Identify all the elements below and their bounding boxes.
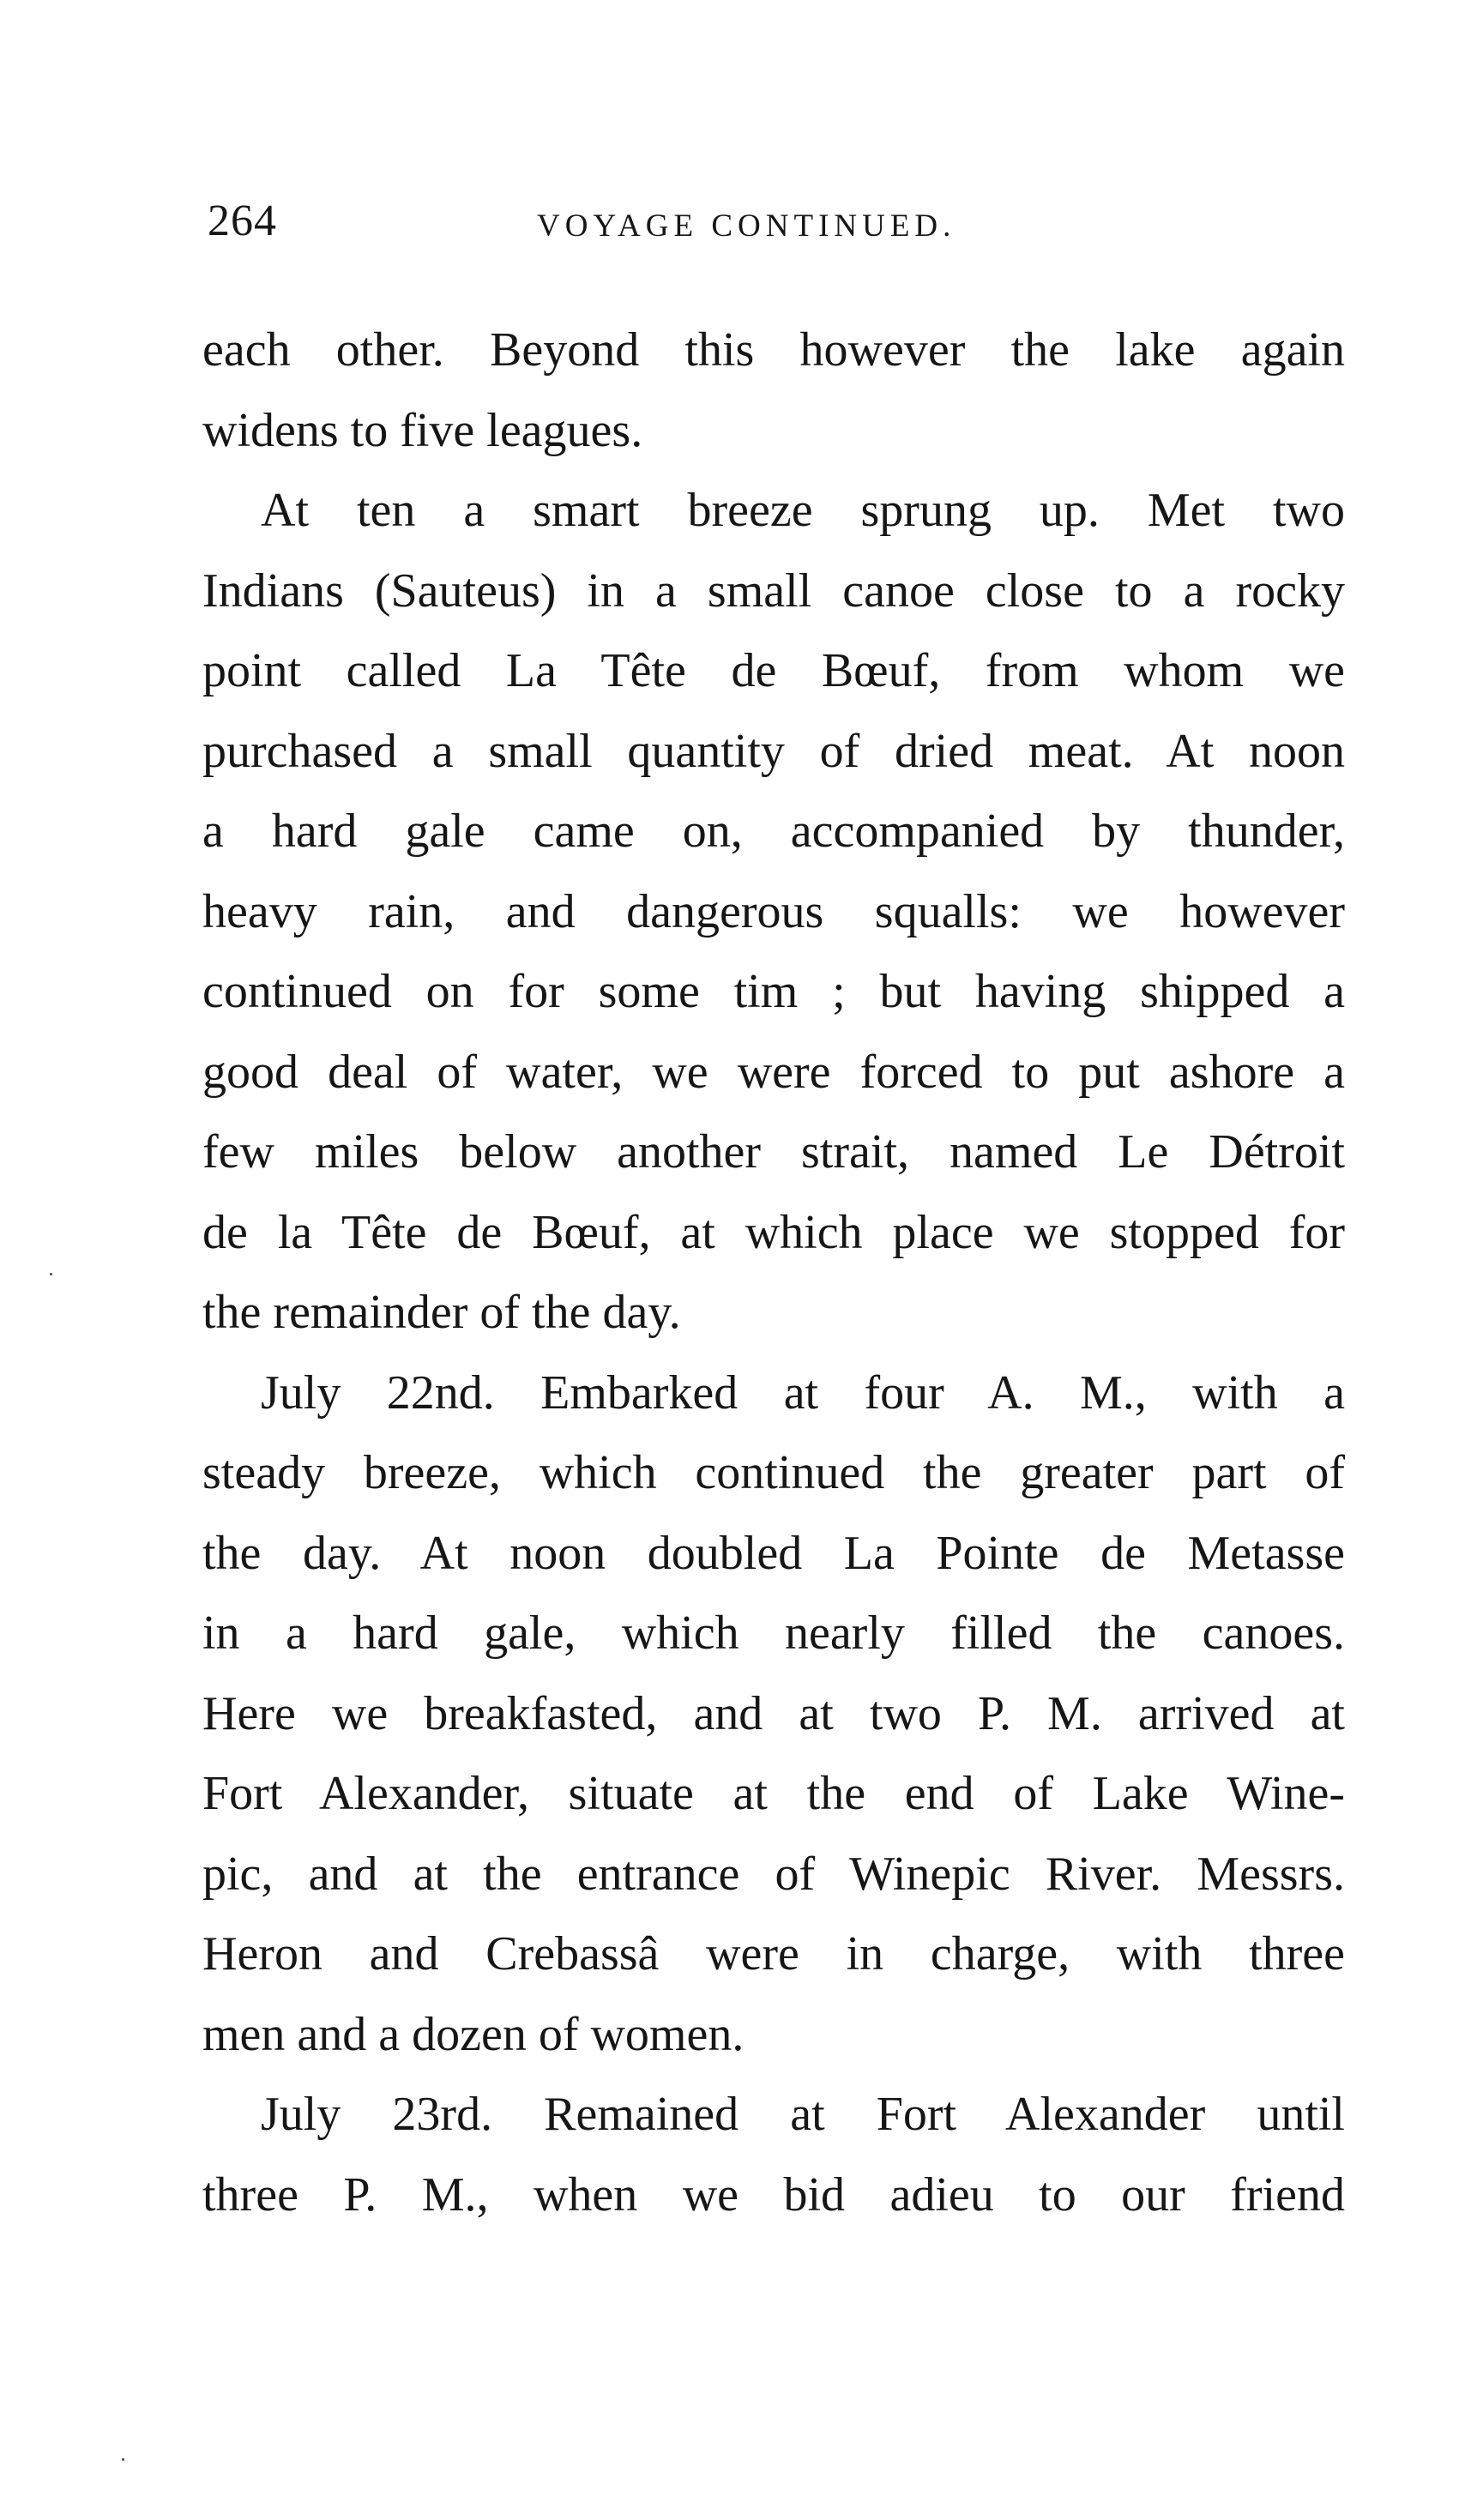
text-line: the remainder of the day.	[202, 1286, 681, 1339]
text-line: Indians (Sauteus) in a small canoe close to a rocky	[202, 564, 1345, 618]
text-line: good deal of water, we were forced to put ashore a	[202, 1045, 1345, 1099]
page-number: 264	[208, 196, 277, 245]
text-line: widens to five leagues.	[202, 403, 643, 457]
text-line: Here we breakfasted, and at two P. M. arrived at	[202, 1686, 1345, 1740]
text-line: heavy rain, and dangerous squalls: we however	[202, 884, 1345, 938]
text-line: At ten a smart breeze sprung up. Met two	[261, 484, 1345, 537]
running-head	[202, 196, 1352, 264]
body-text	[202, 310, 1345, 2235]
text-line: purchased a small quantity of dried meat. At noon	[202, 724, 1345, 778]
text-line: the day. At noon doubled La Pointe de Metasse	[202, 1526, 1345, 1580]
text-line: few miles below another strait, named Le Détroit	[202, 1125, 1345, 1179]
text-line: each other. Beyond this however the lake again	[202, 323, 1345, 377]
text-line: Heron and Crebassâ were in charge, with three	[202, 1927, 1345, 1980]
text-line: de la Tête de Bœuf, at which place we stopped for	[202, 1205, 1345, 1259]
running-title: VOYAGE CONTINUED.	[537, 208, 956, 244]
text-line: point called La Tête de Bœuf, from whom we	[202, 644, 1345, 697]
text-line: continued on for some tim ; but having shipped a	[202, 965, 1345, 1018]
text-line: pic, and at the entrance of Winepic River. Messrs.	[202, 1847, 1345, 1901]
text-line: July 22nd. Embarked at four A. M., with a	[261, 1366, 1345, 1420]
text-line: a hard gale came on, accompanied by thunder,	[202, 805, 1345, 858]
paper-speck	[50, 1273, 52, 1275]
text-line: three P. M., when we bid adieu to our friend	[202, 2167, 1345, 2222]
text-line: steady breeze, which continued the greater part of	[202, 1446, 1345, 1499]
text-line: July 23rd. Remained at Fort Alexander until	[261, 2088, 1345, 2141]
text-line: men and a dozen of women.	[202, 2007, 745, 2061]
paper-speck	[122, 2458, 124, 2461]
text-line: in a hard gale, which nearly filled the canoes.	[202, 1607, 1345, 1660]
text-line: Fort Alexander, situate at the end of Lake Wine-	[202, 1767, 1345, 1820]
